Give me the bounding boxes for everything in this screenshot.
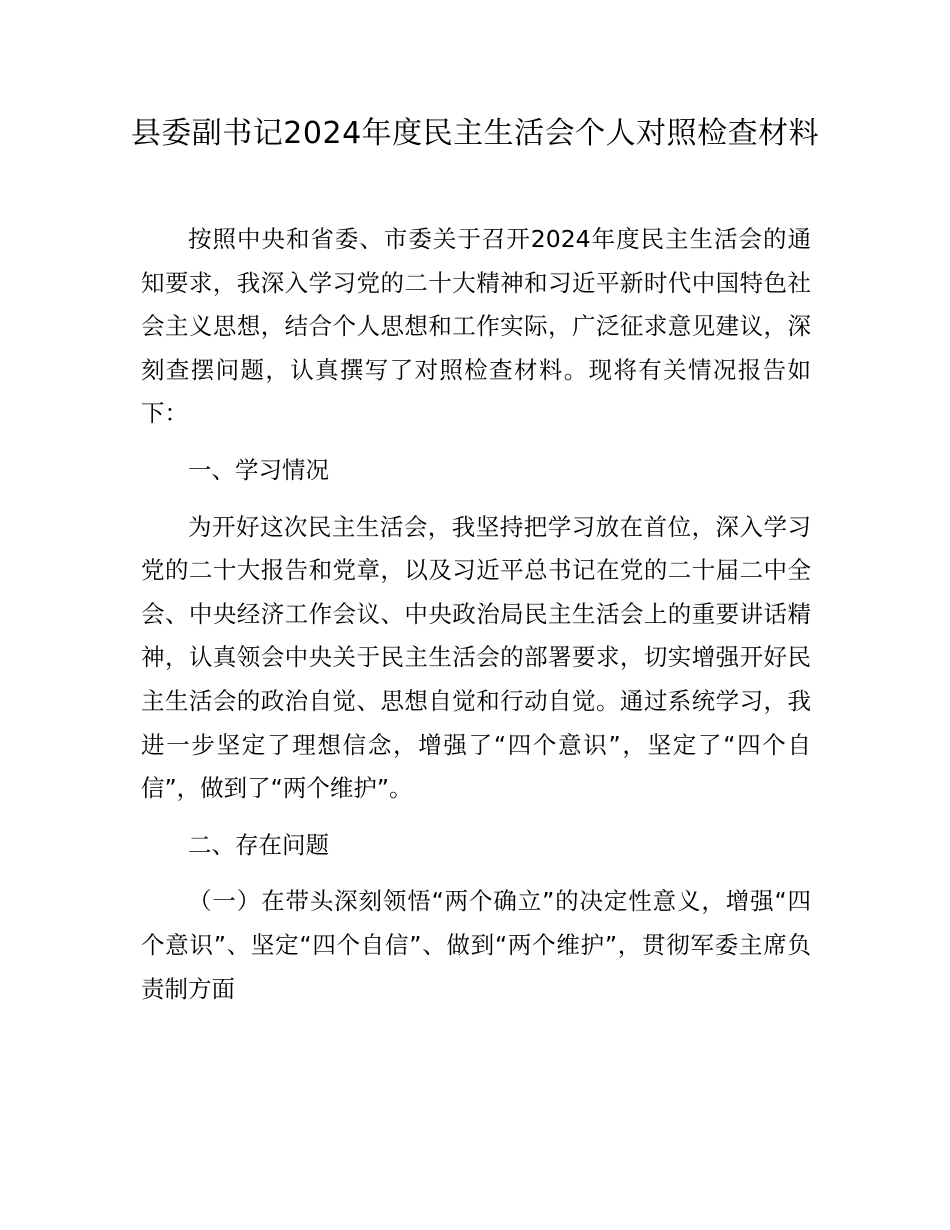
- subsection-heading-one: （一）在带头深刻领悟“两个确立”的决定性意义，增强“四个意识”、坚定“四个自信”、做到“两个维护”，贯彻军委主席负责制方面: [141, 887, 811, 1003]
- section-heading-problems: 二、存在问题: [188, 830, 329, 859]
- document-title: 县委副书记2024年度民主生活会个人对照检查材料: [130, 116, 820, 151]
- section-heading-study: 一、学习情况: [188, 455, 329, 484]
- paragraph-study: 为开好这次民主生活会，我坚持把学习放在首位，深入学习党的二十大报告和党章，以及习近平总书记在党的二十届二中全会、中央经济工作会议、中央政治局民主生活会上的重要讲话精神，认真领会中央关于民主生活会的部署要求，切实增强开好民主生活会的政治自觉、思想自觉和行动自觉。通过系统学习，我进一步坚定了理想信念，增强了“四个意识”，坚定了“四个自信”，做到了“两个维护”。: [141, 512, 811, 803]
- document-body: [141, 218, 811, 1024]
- paragraph-intro: 按照中央和省委、市委关于召开2024年度民主生活会的通知要求，我深入学习党的二十大精神和习近平新时代中国特色社会主义思想，结合个人思想和工作实际，广泛征求意见建议，深刻查摆问题，认真撰写了对照检查材料。现将有关情况报告如下：: [141, 225, 811, 428]
